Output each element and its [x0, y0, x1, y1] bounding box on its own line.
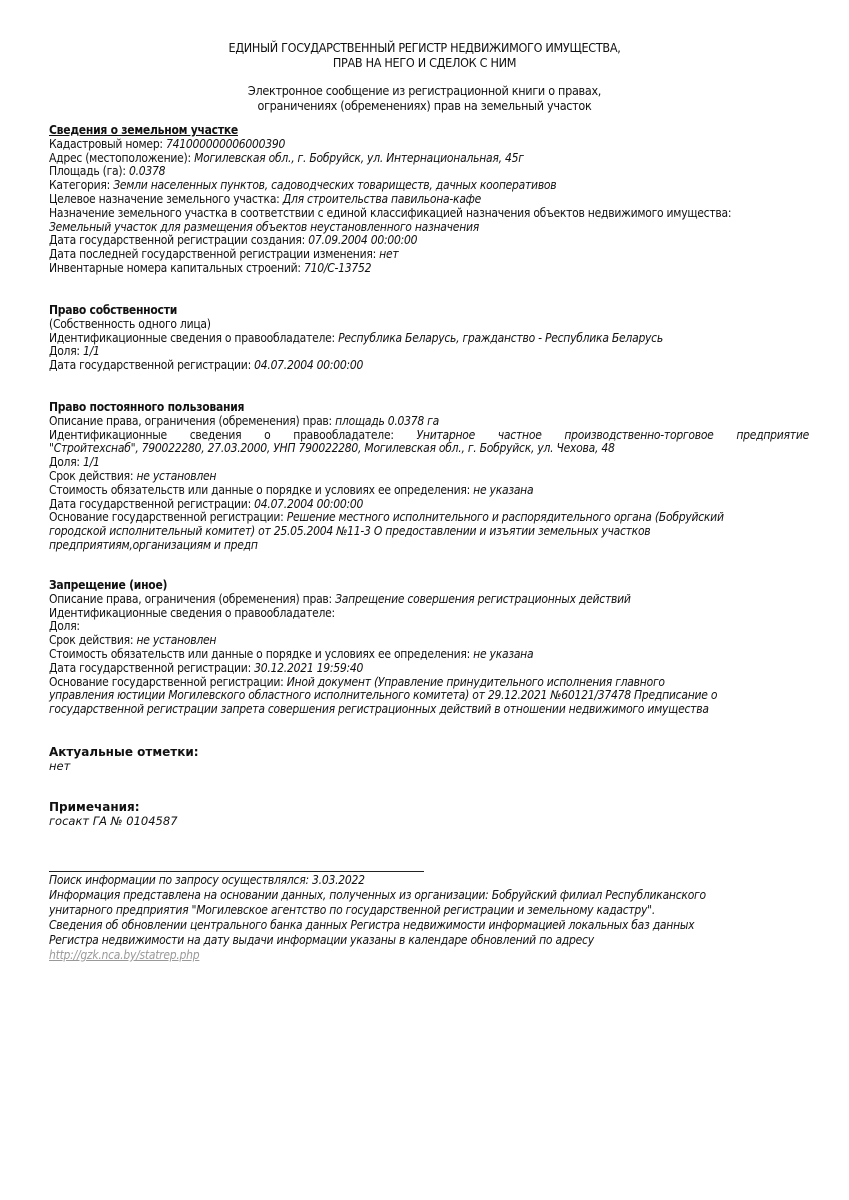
cost-row: Стоимость обязательств или данные о порядке и условиях ее определения: не указана — [49, 646, 534, 661]
description-value: Запрещение совершения регистрационных действий — [335, 591, 631, 606]
created-date: 07.09.2004 00:00:00 — [308, 233, 418, 248]
inventory-row: Инвентарные номера капитальных строений: 710/С-13752 — [49, 260, 372, 275]
term-value: не установлен — [136, 633, 217, 648]
changed-date: нет — [379, 247, 399, 262]
holder-row: Идентификационные сведения о правообладателе: Республика Беларусь, гражданство - Республика Беларусь — [49, 330, 663, 345]
marks-value: нет — [49, 758, 71, 773]
reg-date-row: Дата государственной регистрации: 04.07.2004 00:00:00 — [49, 496, 364, 511]
description-value: площадь 0.0378 га — [335, 413, 439, 428]
address-value: Могилевская обл., г. Бобруйск, ул. Интернациональная, 45г — [194, 150, 524, 165]
ownership-type: (Собственность одного лица) — [49, 316, 211, 331]
term-row: Срок действия: не установлен — [49, 633, 217, 648]
notes-value: госакт ГА № 0104587 — [49, 813, 178, 828]
share-row: Доля: 1/1 — [49, 455, 100, 470]
permanent-use-section — [49, 401, 809, 553]
holder-value: Унитарное частное производственно-торговое предприятие — [416, 427, 809, 442]
reg-date-row: Дата государственной регистрации: 30.12.2021 19:59:40 — [49, 660, 364, 675]
purpose-value: Для строительства павильона-кафе — [282, 191, 482, 206]
search-date: Поиск информации по запросу осуществлялся: 3.03.2022 — [49, 873, 365, 887]
basis-value-cont: управления юстиции Могилевского областного исполнительного комитета) от 29.12.2021 №60121/37478 Предписание о — [49, 688, 718, 703]
share-row: Доля: — [49, 619, 80, 634]
statrep-link[interactable]: http://gzk.nca.by/statrep.php — [49, 948, 200, 962]
category-value: Земли населенных пунктов, садоводческих товариществ, дачных кооперативов — [113, 178, 557, 193]
reg-date: 04.07.2004 00:00:00 — [254, 496, 364, 511]
holder-value-cont: "Стройтехснаб", 790022280, 27.03.2000, УНП 790022280, Могилевская обл., г. Бобруйск, ул. Чехова, 48 — [49, 441, 615, 456]
share-value: 1/1 — [83, 455, 100, 470]
cost-row: Стоимость обязательств или данные о порядке и условиях ее определения: не указана — [49, 482, 534, 497]
classification-label: Назначение земельного участка в соответствии с единой классификацией назначения объектов недвижимого имущества: — [49, 205, 732, 220]
basis-value-cont: городской исполнительный комитет) от 25.05.2004 №11-3 О предоставлении и изъятии земельных участков — [49, 524, 651, 539]
term-row: Срок действия: не установлен — [49, 468, 217, 483]
info-source: Информация представлена на основании данных, полученных из организации: Бобруйский филиал Республиканского — [49, 888, 706, 902]
subtitle-line-1: Электронное сообщение из регистрационной книги о правах, — [247, 83, 602, 98]
section-title: Право постоянного пользования — [49, 400, 245, 414]
subtitle-line-2: ограничениях (обременениях) прав на земельный участок — [257, 98, 592, 113]
title-line-1: ЕДИНЫЙ ГОСУДАРСТВЕННЫЙ РЕГИСТР НЕДВИЖИМОГО ИМУЩЕСТВА, — [228, 40, 621, 55]
cadastral-number: 741000000006000390 — [166, 136, 286, 151]
ownership-section — [49, 304, 809, 373]
section-title: Актуальные отметки: — [49, 745, 199, 759]
reg-date: 30.12.2021 19:59:40 — [254, 660, 364, 675]
inventory-value: 710/С-13752 — [304, 260, 372, 275]
cost-value: не указана — [473, 646, 534, 661]
basis-value: Иной документ (Управление принудительного исполнения главного — [286, 674, 665, 689]
classification-value: Земельный участок для размещения объектов неустановленного назначения — [49, 219, 480, 234]
register-title — [0, 40, 849, 70]
footer — [49, 873, 809, 963]
area-row: Площадь (га): 0.0378 — [49, 164, 166, 179]
basis-value: Решение местного исполнительного и распорядительного органа (Бобруйский — [286, 510, 724, 525]
holder-row: Идентификационные сведения о правообладателе: Унитарное частное производственно-торговое предприятие — [49, 427, 809, 442]
cost-value: не указана — [473, 482, 534, 497]
basis-value-cont: предприятиям,организациям и предп — [49, 537, 258, 552]
category-row: Категория: Земли населенных пунктов, садоводческих товариществ, дачных кооперативов — [49, 178, 557, 193]
purpose-row: Целевое назначение земельного участка: Для строительства павильона-кафе — [49, 191, 482, 206]
reg-date: 04.07.2004 00:00:00 — [254, 358, 364, 373]
update-info: Сведения об обновлении центрального банка данных Регистра недвижимости информацией локальных баз данных — [49, 918, 695, 932]
description-row: Описание права, ограничения (обременения) прав: площадь 0.0378 га — [49, 413, 439, 428]
cadastral-number-row: Кадастровый номер: 741000000006000390 — [49, 136, 286, 151]
changed-date-row: Дата последней государственной регистрации изменения: нет — [49, 247, 399, 262]
section-title: Право собственности — [49, 303, 178, 317]
title-line-2: ПРАВ НА НЕГО И СДЕЛОК С НИМ — [332, 55, 517, 70]
info-source-cont: унитарного предприятия "Могилевское агентство по государственной регистрации и земельному кадастру". — [49, 903, 656, 917]
basis-row: Основание государственной регистрации: Решение местного исполнительного и распорядительного органа (Бобруйский — [49, 510, 724, 525]
term-value: не установлен — [136, 468, 217, 483]
description-row: Описание права, ограничения (обременения) прав: Запрещение совершения регистрационных действий — [49, 591, 631, 606]
share-value: 1/1 — [83, 344, 100, 359]
address-row: Адрес (местоположение): Могилевская обл., г. Бобруйск, ул. Интернациональная, 45г — [49, 150, 524, 165]
footer-divider — [49, 871, 424, 872]
update-info-cont: Регистра недвижимости на дату выдачи информации указаны в календаре обновлений по адресу — [49, 933, 594, 947]
section-title: Сведения о земельном участке — [49, 123, 238, 137]
reg-date-row: Дата государственной регистрации: 04.07.2004 00:00:00 — [49, 358, 364, 373]
holder-value: Республика Беларусь, гражданство - Республика Беларусь — [338, 330, 663, 345]
current-marks-section — [49, 746, 809, 774]
section-title: Примечания: — [49, 800, 140, 814]
area-value: 0.0378 — [128, 164, 166, 179]
land-plot-section — [49, 124, 809, 276]
holder-row: Идентификационные сведения о правообладателе: — [49, 605, 335, 620]
share-row: Доля: 1/1 — [49, 344, 100, 359]
basis-row: Основание государственной регистрации: Иной документ (Управление принудительного исполнения главного — [49, 674, 665, 689]
register-subtitle — [0, 83, 849, 113]
basis-value-cont: государственной регистрации запрета совершения регистрационных действий в отношении недвижимого имущества — [49, 702, 709, 717]
notes-section — [49, 801, 809, 829]
prohibition-section — [49, 579, 809, 717]
section-title: Запрещение (иное) — [49, 578, 168, 592]
created-date-row: Дата государственной регистрации создания: 07.09.2004 00:00:00 — [49, 233, 418, 248]
